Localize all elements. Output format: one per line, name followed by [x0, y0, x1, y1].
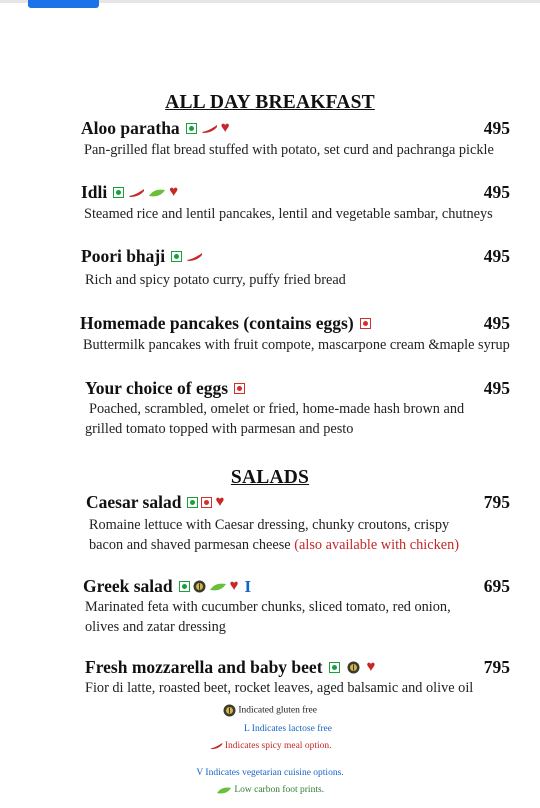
legend-vegetarian-text: V Indicates vegetarian cuisine options.	[196, 768, 344, 778]
chili-icon	[185, 252, 203, 262]
item-description: Fior di latte, roasted beet, rocket leaves, aged balsamic and olive oil	[85, 680, 474, 696]
menu-item-name	[80, 313, 371, 334]
veg-icon	[329, 662, 340, 673]
gluten-free-icon	[223, 704, 236, 717]
menu-item-name	[85, 657, 375, 678]
item-description: Pan-grilled flat bread stuffed with potato, set curd and pachranga pickle	[84, 142, 494, 158]
menu-item-name	[86, 492, 224, 513]
veg-icon	[179, 581, 190, 592]
item-name-text: Poori bhaji	[81, 246, 166, 266]
item-description: Steamed rice and lentil pancakes, lentil and vegetable sambar, chutneys	[84, 206, 493, 222]
menu-item-name	[81, 118, 230, 139]
item-description-line2	[89, 535, 459, 555]
chili-icon	[127, 188, 145, 198]
item-description: Buttermilk pancakes with fruit compote, mascarpone cream &maple syrup	[83, 337, 510, 353]
legend-lactose-text: L Indicates lactose free	[243, 724, 332, 734]
section-title-breakfast: ALL DAY BREAKFAST	[165, 92, 375, 113]
legend-gluten-free	[0, 704, 540, 717]
gluten-free-icon	[347, 661, 360, 674]
item-name-text: Aloo paratha	[81, 118, 180, 138]
heart-icon: ♥	[215, 494, 225, 510]
heart-icon: ♥	[229, 578, 239, 594]
item-description-line1: Romaine lettuce with Caesar dressing, chunky croutons, crispy	[89, 517, 450, 533]
heart-icon: ♥	[169, 184, 179, 200]
item-description: Rich and spicy potato curry, puffy fried bread	[85, 272, 346, 288]
legend-low-carbon-text: Low carbon foot prints.	[234, 785, 325, 795]
chili-icon	[200, 124, 218, 134]
heart-icon: ♥	[366, 659, 376, 675]
top-tab-button[interactable]	[28, 0, 99, 8]
veg-icon	[171, 251, 182, 262]
item-description-text: bacon and shaved parmesan cheese	[89, 537, 295, 553]
legend-spicy	[0, 741, 540, 751]
item-name-text: Greek salad	[83, 576, 173, 596]
item-price: 795	[483, 492, 510, 512]
chicken-option-note: (also available with chicken)	[294, 537, 459, 553]
item-price: 795	[483, 657, 510, 677]
legend-vegetarian	[0, 768, 540, 778]
leaf-icon	[216, 786, 232, 795]
menu-item-name	[81, 182, 178, 203]
item-price: 695	[483, 576, 510, 596]
legend-gluten-text: Indicated gluten free	[238, 705, 317, 716]
item-price: 495	[483, 313, 510, 333]
legend-low-carbon	[0, 785, 540, 795]
item-name-text: Caesar salad	[86, 492, 182, 512]
item-price: 495	[483, 118, 510, 138]
item-name-text: Your choice of eggs	[85, 378, 229, 398]
section-title-salads: SALADS	[230, 467, 310, 488]
heart-icon: ♥	[220, 120, 230, 136]
item-price: 495	[483, 182, 510, 202]
leaf-icon	[209, 582, 227, 592]
legend-lactose-free	[0, 724, 540, 734]
nonveg-icon	[234, 383, 245, 394]
item-name-text: Fresh mozzarella and baby beet	[85, 657, 323, 677]
nonveg-icon	[360, 318, 371, 329]
menu-item-name	[85, 378, 245, 399]
veg-icon	[186, 123, 197, 134]
item-name-text: Idli	[81, 182, 108, 202]
menu-item-name	[81, 246, 203, 267]
item-description-line2: grilled tomato topped with parmesan and pesto	[85, 421, 354, 437]
item-price: 495	[483, 378, 510, 398]
menu-item-name	[83, 576, 251, 597]
gluten-free-icon	[193, 580, 206, 593]
nonveg-icon	[201, 497, 212, 508]
item-name-text: Homemade pancakes (contains eggs)	[80, 313, 354, 333]
item-description-line1: Poached, scrambled, omelet or fried, home-made hash brown and	[89, 401, 465, 417]
chili-icon	[209, 742, 223, 750]
lactose-free-icon: I	[244, 576, 252, 596]
item-description-line2: olives and zatar dressing	[85, 619, 226, 635]
item-price: 495	[483, 246, 510, 266]
leaf-icon	[148, 188, 166, 198]
veg-icon	[187, 497, 198, 508]
legend-spicy-text: Indicates spicy meal option.	[224, 741, 332, 751]
item-description-line1: Marinated feta with cucumber chunks, sliced tomato, red onion,	[85, 599, 451, 615]
veg-icon	[113, 187, 124, 198]
